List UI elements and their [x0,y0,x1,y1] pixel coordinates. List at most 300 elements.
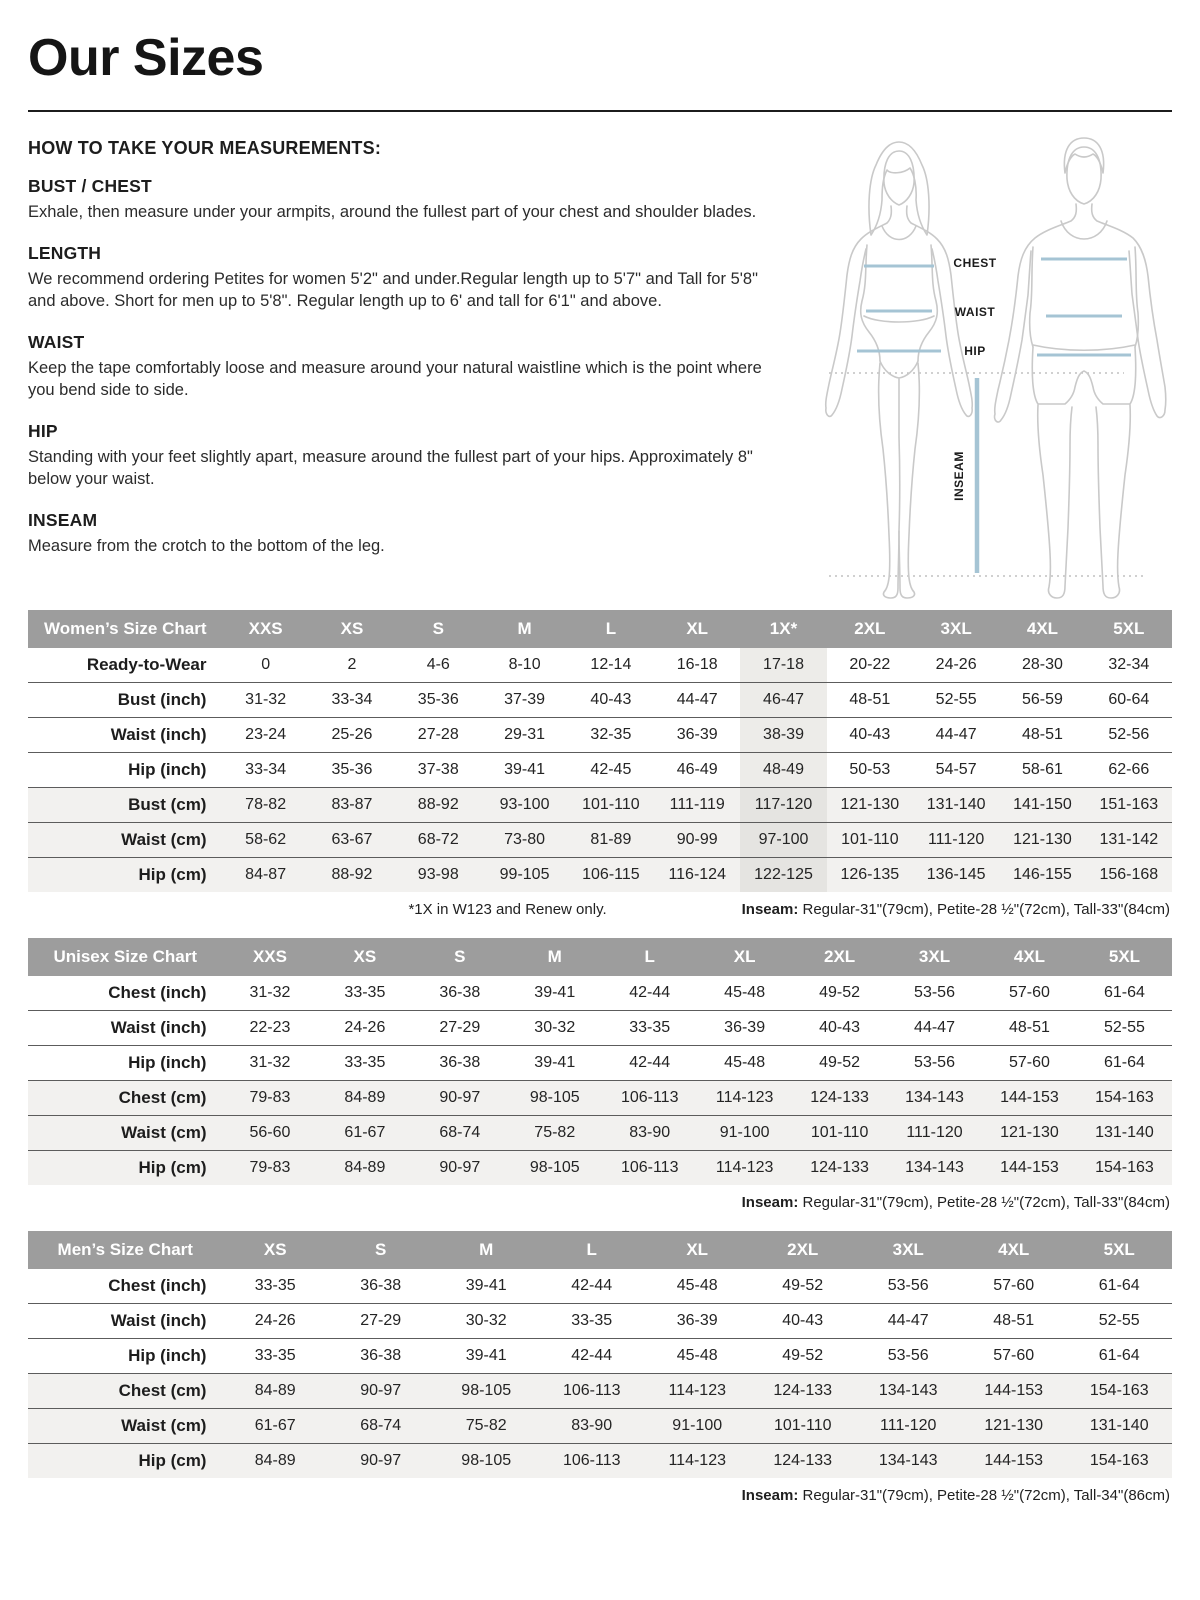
size-cell: 84-89 [222,1444,328,1479]
table-row [28,788,1172,823]
size-column-header: M [507,938,602,976]
size-cell: 48-51 [1021,726,1063,743]
size-cell: 37-39 [504,691,546,708]
size-cell: 106-115 [568,858,654,893]
size-column-header: M [433,1231,539,1269]
title-divider [28,110,1172,112]
table-row [28,753,1172,788]
table-title: Unisex Size Chart [28,938,222,976]
size-cell: 62-66 [1108,761,1150,778]
size-cell: 36-38 [439,1054,481,1071]
woman-figure [826,142,973,598]
size-cell: 79-83 [222,1151,317,1186]
size-cell: 48-51 [849,691,891,708]
size-cell: 88-92 [395,788,481,823]
table-row [28,976,1172,1011]
womens-table-footnotes [30,901,1170,918]
instructions-and-diagram [28,138,1172,604]
size-cell: 42-45 [590,761,632,778]
size-cell: 97-100 [740,823,826,858]
row-label: Hip (cm) [28,1444,222,1479]
section-body: We recommend ordering Petites for women 5'2" and under.Regular length up to 5'7" and Tall for 5'8" and above. Short for men up to 5'8". Regular length up to 6' and tall for 6'1" and above. [28,269,758,310]
size-cell: 57-60 [993,1277,1035,1294]
size-cell: 45-48 [724,1054,766,1071]
one-x-footnote: *1X in W123 and Renew only. [408,901,607,918]
table-row [28,858,1172,893]
size-cell: 121-130 [961,1409,1067,1444]
page-title: Our Sizes [28,29,264,87]
size-cell: 57-60 [1008,1054,1050,1071]
size-cell: 38-39 [740,718,826,753]
body-measurement-illustration [784,122,1168,604]
size-cell: 84-89 [317,1081,412,1116]
size-cell: 124-133 [792,1081,887,1116]
size-cell: 101-110 [827,823,913,858]
size-cell: 45-48 [676,1277,718,1294]
size-cell: 45-48 [676,1347,718,1364]
size-cell: 40-43 [782,1312,824,1329]
size-cell: 61-64 [1104,1054,1145,1071]
size-column-header: 5XL [1077,938,1172,976]
table-row [28,718,1172,753]
size-cell: 31-32 [249,984,291,1001]
size-cell: 33-35 [571,1312,613,1329]
size-cell: 93-100 [481,788,567,823]
table-row [28,1046,1172,1081]
size-cell: 39-41 [534,984,576,1001]
size-cell: 134-143 [855,1374,961,1409]
size-cell: 90-97 [328,1444,434,1479]
size-cell: 33-34 [245,761,287,778]
table-header-row [28,938,1172,976]
size-column-header: 3XL [913,610,999,648]
size-cell: 131-140 [1077,1116,1172,1151]
size-cell: 154-163 [1066,1444,1172,1479]
size-column-header: 2XL [750,1231,856,1269]
womens-size-chart-table [28,610,1172,892]
size-cell: 49-52 [782,1277,824,1294]
table-row [28,1269,1172,1304]
inseam-label: INSEAM [952,451,966,501]
size-cell: 101-110 [750,1409,856,1444]
size-cell: 154-163 [1077,1151,1172,1186]
size-cell: 93-98 [395,858,481,893]
size-cell: 121-130 [827,788,913,823]
size-cell: 134-143 [855,1444,961,1479]
size-column-header: 2XL [792,938,887,976]
size-cell: 49-52 [819,1054,861,1071]
section-waist [28,332,784,402]
size-cell: 134-143 [887,1151,982,1186]
table-row [28,1304,1172,1339]
size-cell: 131-140 [1066,1409,1172,1444]
size-cell: 116-124 [654,858,740,893]
size-cell: 111-119 [654,788,740,823]
size-cell: 39-41 [504,761,546,778]
size-cell: 56-59 [1021,691,1063,708]
size-cell: 33-35 [344,984,386,1001]
row-label: Waist (inch) [110,1311,207,1330]
size-cell: 124-133 [750,1374,856,1409]
inseam-footnote: Inseam: Regular-31"(79cm), Petite-28 ½"(72cm), Tall-33"(84cm) [741,1194,1170,1211]
size-cell: 53-56 [887,1277,929,1294]
size-cell: 53-56 [887,1347,929,1364]
row-label: Waist (inch) [110,1018,207,1037]
size-cell: 68-74 [412,1116,507,1151]
table-row [28,823,1172,858]
table-header-row [28,1231,1172,1269]
size-cell: 42-44 [571,1277,613,1294]
inseam-footnote: Inseam: Regular-31"(79cm), Petite-28 ½"(72cm), Tall-34"(86cm) [741,1487,1170,1504]
size-cell: 32-35 [590,726,632,743]
section-heading: BUST / CHEST [28,176,152,196]
table-title: Women’s Size Chart [28,610,222,648]
size-cell: 90-97 [412,1151,507,1186]
table-row [28,648,1172,683]
size-cell: 114-123 [644,1374,750,1409]
size-column-header: 4XL [961,1231,1067,1269]
chest-label: CHEST [953,256,997,270]
table-row [28,1116,1172,1151]
size-cell: 78-82 [222,788,308,823]
size-cell: 131-140 [913,788,999,823]
size-cell: 79-83 [222,1081,317,1116]
size-cell: 131-142 [1086,823,1172,858]
size-cell: 24-26 [935,656,977,673]
size-cell: 98-105 [507,1151,602,1186]
size-cell: 124-133 [792,1151,887,1186]
size-cell: 53-56 [914,984,955,1001]
size-cell: 52-56 [1108,726,1150,743]
table-row [28,1409,1172,1444]
section-body: Keep the tape comfortably loose and measure around your natural waistline which is the point where you bend side to side. [28,358,762,399]
size-cell: 98-105 [433,1374,539,1409]
measurements-heading: HOW TO TAKE YOUR MEASUREMENTS: [28,138,382,158]
row-label: Waist (cm) [28,823,222,858]
size-cell: 42-44 [629,1054,671,1071]
size-cell: 44-47 [887,1312,929,1329]
section-heading: HIP [28,420,58,441]
size-cell: 114-123 [644,1444,750,1479]
size-cell: 35-36 [417,691,459,708]
size-cell: 22-23 [249,1019,291,1036]
size-cell: 68-74 [328,1409,434,1444]
row-label: Waist (inch) [110,725,207,744]
section-heading: WAIST [28,331,85,352]
size-cell: 68-72 [395,823,481,858]
hip-label: HIP [964,344,986,358]
size-cell: 83-87 [309,788,395,823]
size-cell: 40-43 [819,1019,861,1036]
size-cell: 136-145 [913,858,999,893]
size-column-header: L [602,938,697,976]
measurement-diagram [784,122,1168,604]
size-cell: 156-168 [1086,858,1172,893]
size-cell: 83-90 [539,1409,645,1444]
table-row [28,1081,1172,1116]
unisex-table-footnotes [30,1194,1170,1211]
size-cell: 42-44 [571,1347,613,1364]
size-cell: 151-163 [1086,788,1172,823]
size-column-header: S [328,1231,434,1269]
table-row [28,1374,1172,1409]
size-cell: 134-143 [887,1081,982,1116]
section-heading: INSEAM [28,509,98,530]
size-cell: 121-130 [999,823,1085,858]
size-cell: 33-35 [344,1054,386,1071]
size-column-header: 5XL [1086,610,1172,648]
size-cell: 31-32 [249,1054,291,1071]
size-cell: 44-47 [676,691,718,708]
row-label: Chest (cm) [28,1081,222,1116]
size-cell: 61-67 [222,1409,328,1444]
table-title: Men’s Size Chart [28,1231,222,1269]
size-cell: 114-123 [697,1151,792,1186]
size-column-header: 3XL [855,1231,961,1269]
section-body: Exhale, then measure under your armpits, around the fullest part of your chest and shoulder blades. [28,203,757,221]
size-cell: 60-64 [1108,691,1150,708]
section-body: Standing with your feet slightly apart, measure around the fullest part of your hips. Approximately 8" below your waist. [28,447,753,488]
row-label: Bust (inch) [117,690,207,709]
size-cell: 75-82 [433,1409,539,1444]
size-column-header: XS [317,938,412,976]
size-cell: 36-38 [360,1277,402,1294]
table-header-row [28,610,1172,648]
size-cell: 30-32 [534,1019,576,1036]
size-cell: 0 [261,656,271,673]
row-label: Hip (cm) [28,1151,222,1186]
size-cell: 16-18 [676,656,718,673]
size-cell: 144-153 [961,1374,1067,1409]
size-cell: 63-67 [309,823,395,858]
size-cell: 27-29 [360,1312,402,1329]
size-column-header: XL [697,938,792,976]
table-row [28,1339,1172,1374]
mens-size-chart-table [28,1231,1172,1478]
size-cell: 44-47 [935,726,977,743]
size-cell: 61-67 [317,1116,412,1151]
table-row [28,1444,1172,1479]
size-cell: 122-125 [740,858,826,893]
size-cell: 126-135 [827,858,913,893]
size-cell: 90-97 [328,1374,434,1409]
size-cell: 106-113 [539,1444,645,1479]
size-cell: 52-55 [1104,1019,1145,1036]
row-label: Ready-to-Wear [86,655,207,674]
size-cell: 101-110 [792,1116,887,1151]
size-cell: 45-48 [724,984,766,1001]
size-column-header: 5XL [1066,1231,1172,1269]
size-cell: 42-44 [629,984,671,1001]
size-cell: 27-29 [439,1019,481,1036]
size-cell: 106-113 [602,1081,697,1116]
row-label: Chest (inch) [108,1276,207,1295]
size-cell: 154-163 [1066,1374,1172,1409]
size-cell: 88-92 [309,858,395,893]
size-cell: 44-47 [914,1019,955,1036]
size-column-header: S [395,610,481,648]
size-cell: 54-57 [935,761,977,778]
size-cell: 99-105 [481,858,567,893]
size-cell: 58-61 [1021,761,1063,778]
row-label: Waist (cm) [28,1409,222,1444]
size-cell: 146-155 [999,858,1085,893]
size-cell: 141-150 [999,788,1085,823]
size-column-header: XL [644,1231,750,1269]
size-cell: 114-123 [697,1081,792,1116]
size-cell: 106-113 [602,1151,697,1186]
size-cell: 98-105 [507,1081,602,1116]
section-bust-chest [28,176,784,224]
size-cell: 30-32 [465,1312,507,1329]
size-cell: 83-90 [602,1116,697,1151]
size-cell: 154-163 [1077,1081,1172,1116]
size-cell: 57-60 [993,1347,1035,1364]
size-cell: 61-64 [1098,1277,1140,1294]
row-label: Chest (cm) [28,1374,222,1409]
row-label: Bust (cm) [28,788,222,823]
size-cell: 61-64 [1098,1347,1140,1364]
size-cell: 46-49 [676,761,718,778]
size-cell: 58-62 [222,823,308,858]
waist-label: WAIST [954,305,996,319]
size-cell: 48-49 [740,753,826,788]
size-cell: 33-34 [331,691,373,708]
size-column-header: 3XL [887,938,982,976]
size-cell: 28-30 [1021,656,1063,673]
size-cell: 23-24 [245,726,287,743]
size-cell: 57-60 [1008,984,1050,1001]
size-cell: 4-6 [426,656,450,673]
man-figure [995,138,1166,598]
size-cell: 81-89 [568,823,654,858]
size-cell: 25-26 [331,726,373,743]
size-column-header: L [539,1231,645,1269]
size-cell: 144-153 [961,1444,1067,1479]
size-cell: 33-35 [254,1277,296,1294]
size-cell: 8-10 [508,656,541,673]
size-cell: 24-26 [344,1019,386,1036]
size-cell: 36-39 [676,726,718,743]
section-body: Measure from the crotch to the bottom of the leg. [28,536,385,555]
size-cell: 29-31 [504,726,546,743]
size-column-header: 2XL [827,610,913,648]
row-label: Hip (cm) [28,858,222,893]
size-cell: 52-55 [1098,1312,1140,1329]
size-column-header: XL [654,610,740,648]
mens-table-footnotes [30,1487,1170,1504]
size-cell: 73-80 [481,823,567,858]
size-cell: 49-52 [819,984,861,1001]
size-cell: 36-38 [439,984,481,1001]
size-column-header: L [568,610,654,648]
size-cell: 33-35 [254,1347,296,1364]
size-cell: 46-47 [740,683,826,718]
size-column-header: XXS [222,938,317,976]
size-cell: 75-82 [507,1116,602,1151]
size-cell: 84-87 [222,858,308,893]
size-cell: 48-51 [1008,1019,1050,1036]
row-label: Chest (inch) [108,983,207,1002]
row-label: Hip (inch) [128,1346,207,1365]
size-cell: 111-120 [855,1409,961,1444]
size-cell: 40-43 [590,691,632,708]
size-cell: 33-35 [629,1019,671,1036]
size-cell: 20-22 [849,656,891,673]
size-cell: 35-36 [331,761,373,778]
size-cell: 36-38 [360,1347,402,1364]
size-cell: 106-113 [539,1374,645,1409]
size-cell: 49-52 [782,1347,824,1364]
size-cell: 84-89 [317,1151,412,1186]
size-cell: 32-34 [1108,656,1150,673]
size-column-header: XS [222,1231,328,1269]
size-cell: 98-105 [433,1444,539,1479]
size-cell: 39-41 [465,1277,507,1294]
size-cell: 144-153 [982,1151,1077,1186]
table-row [28,1011,1172,1046]
size-cell: 39-41 [465,1347,507,1364]
size-cell: 144-153 [982,1081,1077,1116]
size-cell: 40-43 [849,726,891,743]
size-cell: 117-120 [740,788,826,823]
section-length [28,243,784,313]
size-cell: 111-120 [887,1116,982,1151]
size-cell: 17-18 [740,648,826,683]
size-cell: 124-133 [750,1444,856,1479]
size-cell: 121-130 [982,1116,1077,1151]
table-row [28,683,1172,718]
row-label: Waist (cm) [28,1116,222,1151]
section-hip [28,421,784,491]
size-cell: 27-28 [417,726,459,743]
size-cell: 56-60 [222,1116,317,1151]
inseam-footnote: Inseam: Regular-31"(79cm), Petite-28 ½"(72cm), Tall-33"(84cm) [741,901,1170,918]
size-cell: 50-53 [849,761,891,778]
size-cell: 101-110 [568,788,654,823]
size-cell: 12-14 [590,656,632,673]
size-cell: 36-39 [724,1019,766,1036]
size-column-header: S [412,938,507,976]
row-label: Hip (inch) [128,1053,207,1072]
size-cell: 90-97 [412,1081,507,1116]
size-cell: 111-120 [913,823,999,858]
size-column-header: 1X* [740,610,826,648]
size-column-header: 4XL [999,610,1085,648]
size-cell: 61-64 [1104,984,1145,1001]
size-cell: 48-51 [993,1312,1035,1329]
size-cell: 91-100 [697,1116,792,1151]
size-cell: 37-38 [417,761,459,778]
size-cell: 31-32 [245,691,287,708]
size-cell: 91-100 [644,1409,750,1444]
size-cell: 90-99 [654,823,740,858]
size-column-header: M [481,610,567,648]
section-heading: LENGTH [28,242,102,263]
size-cell: 39-41 [534,1054,576,1071]
section-inseam [28,510,784,558]
size-cell: 53-56 [914,1054,955,1071]
unisex-size-chart-table [28,938,1172,1185]
size-cell: 36-39 [676,1312,718,1329]
row-label: Hip (inch) [128,760,207,779]
size-column-header: XXS [222,610,308,648]
size-cell: 84-89 [222,1374,328,1409]
size-cell: 52-55 [935,691,977,708]
size-cell: 2 [347,656,357,673]
table-row [28,1151,1172,1186]
size-column-header: XS [309,610,395,648]
